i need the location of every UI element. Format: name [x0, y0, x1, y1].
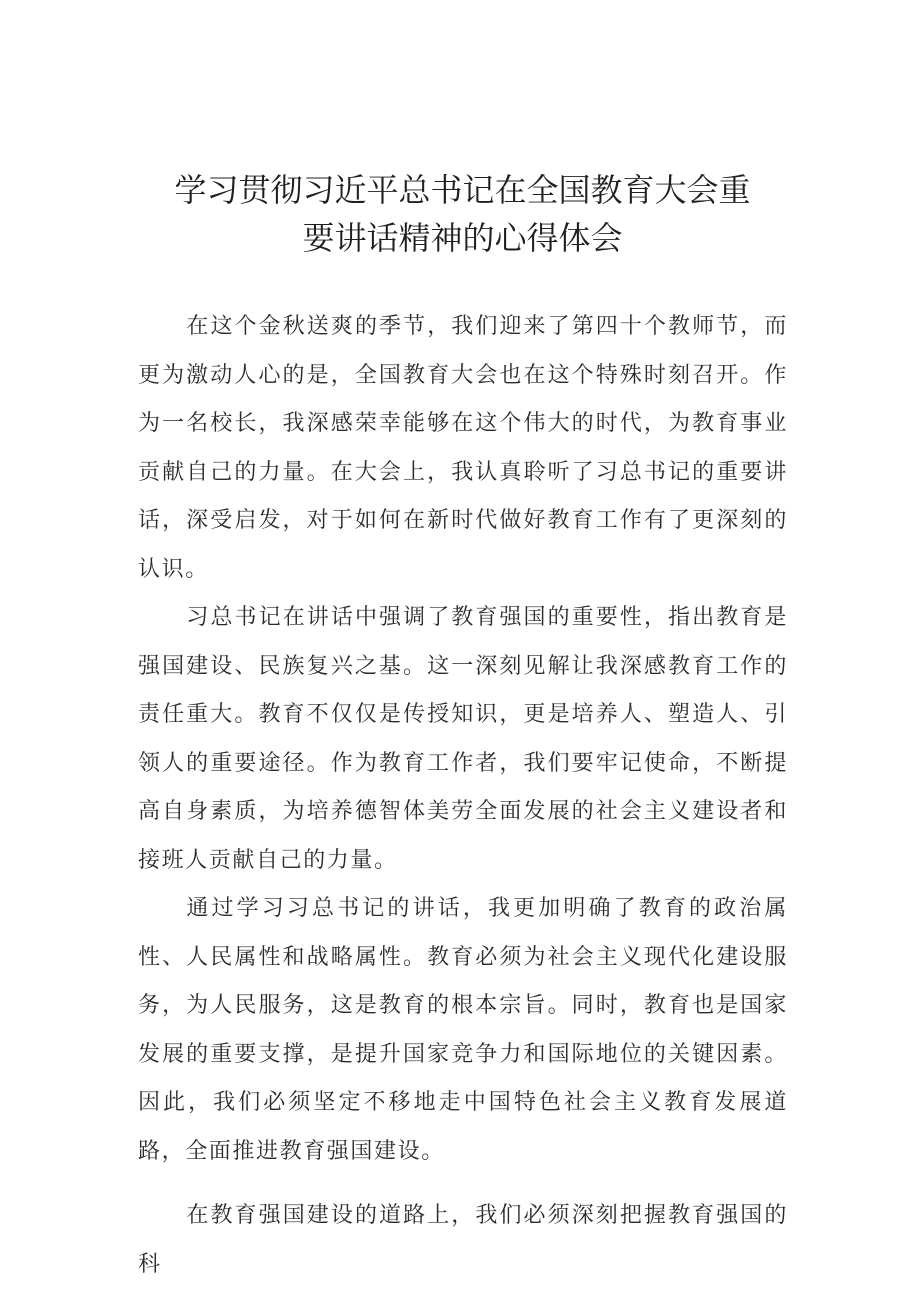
paragraph-1: 在这个金秋送爽的季节，我们迎来了第四十个教师节，而更为激动人心的是，全国教育大会也在这个特殊时刻召开。作为一名校长，我深感荣幸能够在这个伟大的时代，为教育事业贡献自己的力量。在大会上，我认真聆听了习总书记的重要讲话，深受启发，对于如何在新时代做好教育工作有了更深刻的认识。	[138, 314, 788, 582]
document-title	[140, 166, 785, 262]
document-body	[138, 303, 788, 1289]
paragraph-4: 在教育强国建设的道路上，我们必须深刻把握教育强国的科	[138, 1203, 788, 1277]
paragraph-2: 习总书记在讲话中强调了教育强国的重要性，指出教育是强国建设、民族复兴之基。这一深刻见解让我深感教育工作的责任重大。教育不仅仅是传授知识，更是培养人、塑造人、引领人的重要途径。作为教育工作者，我们要牢记使命，不断提高自身素质，为培养德智体美劳全面发展的社会主义建设者和接班人贡献自己的力量。	[138, 605, 788, 873]
title-line-2: 要讲话精神的心得体会	[302, 219, 623, 257]
title-line-1: 学习贯彻习近平总书记在全国教育大会重	[174, 171, 751, 209]
paragraph-3: 通过学习习总书记的讲话，我更加明确了教育的政治属性、人民属性和战略属性。教育必须为社会主义现代化建设服务，为人民服务，这是教育的根本宗旨。同时，教育也是国家发展的重要支撑，是提升国家竞争力和国际地位的关键因素。因此，我们必须坚定不移地走中国特色社会主义教育发展道路，全面推进教育强国建设。	[138, 896, 788, 1164]
